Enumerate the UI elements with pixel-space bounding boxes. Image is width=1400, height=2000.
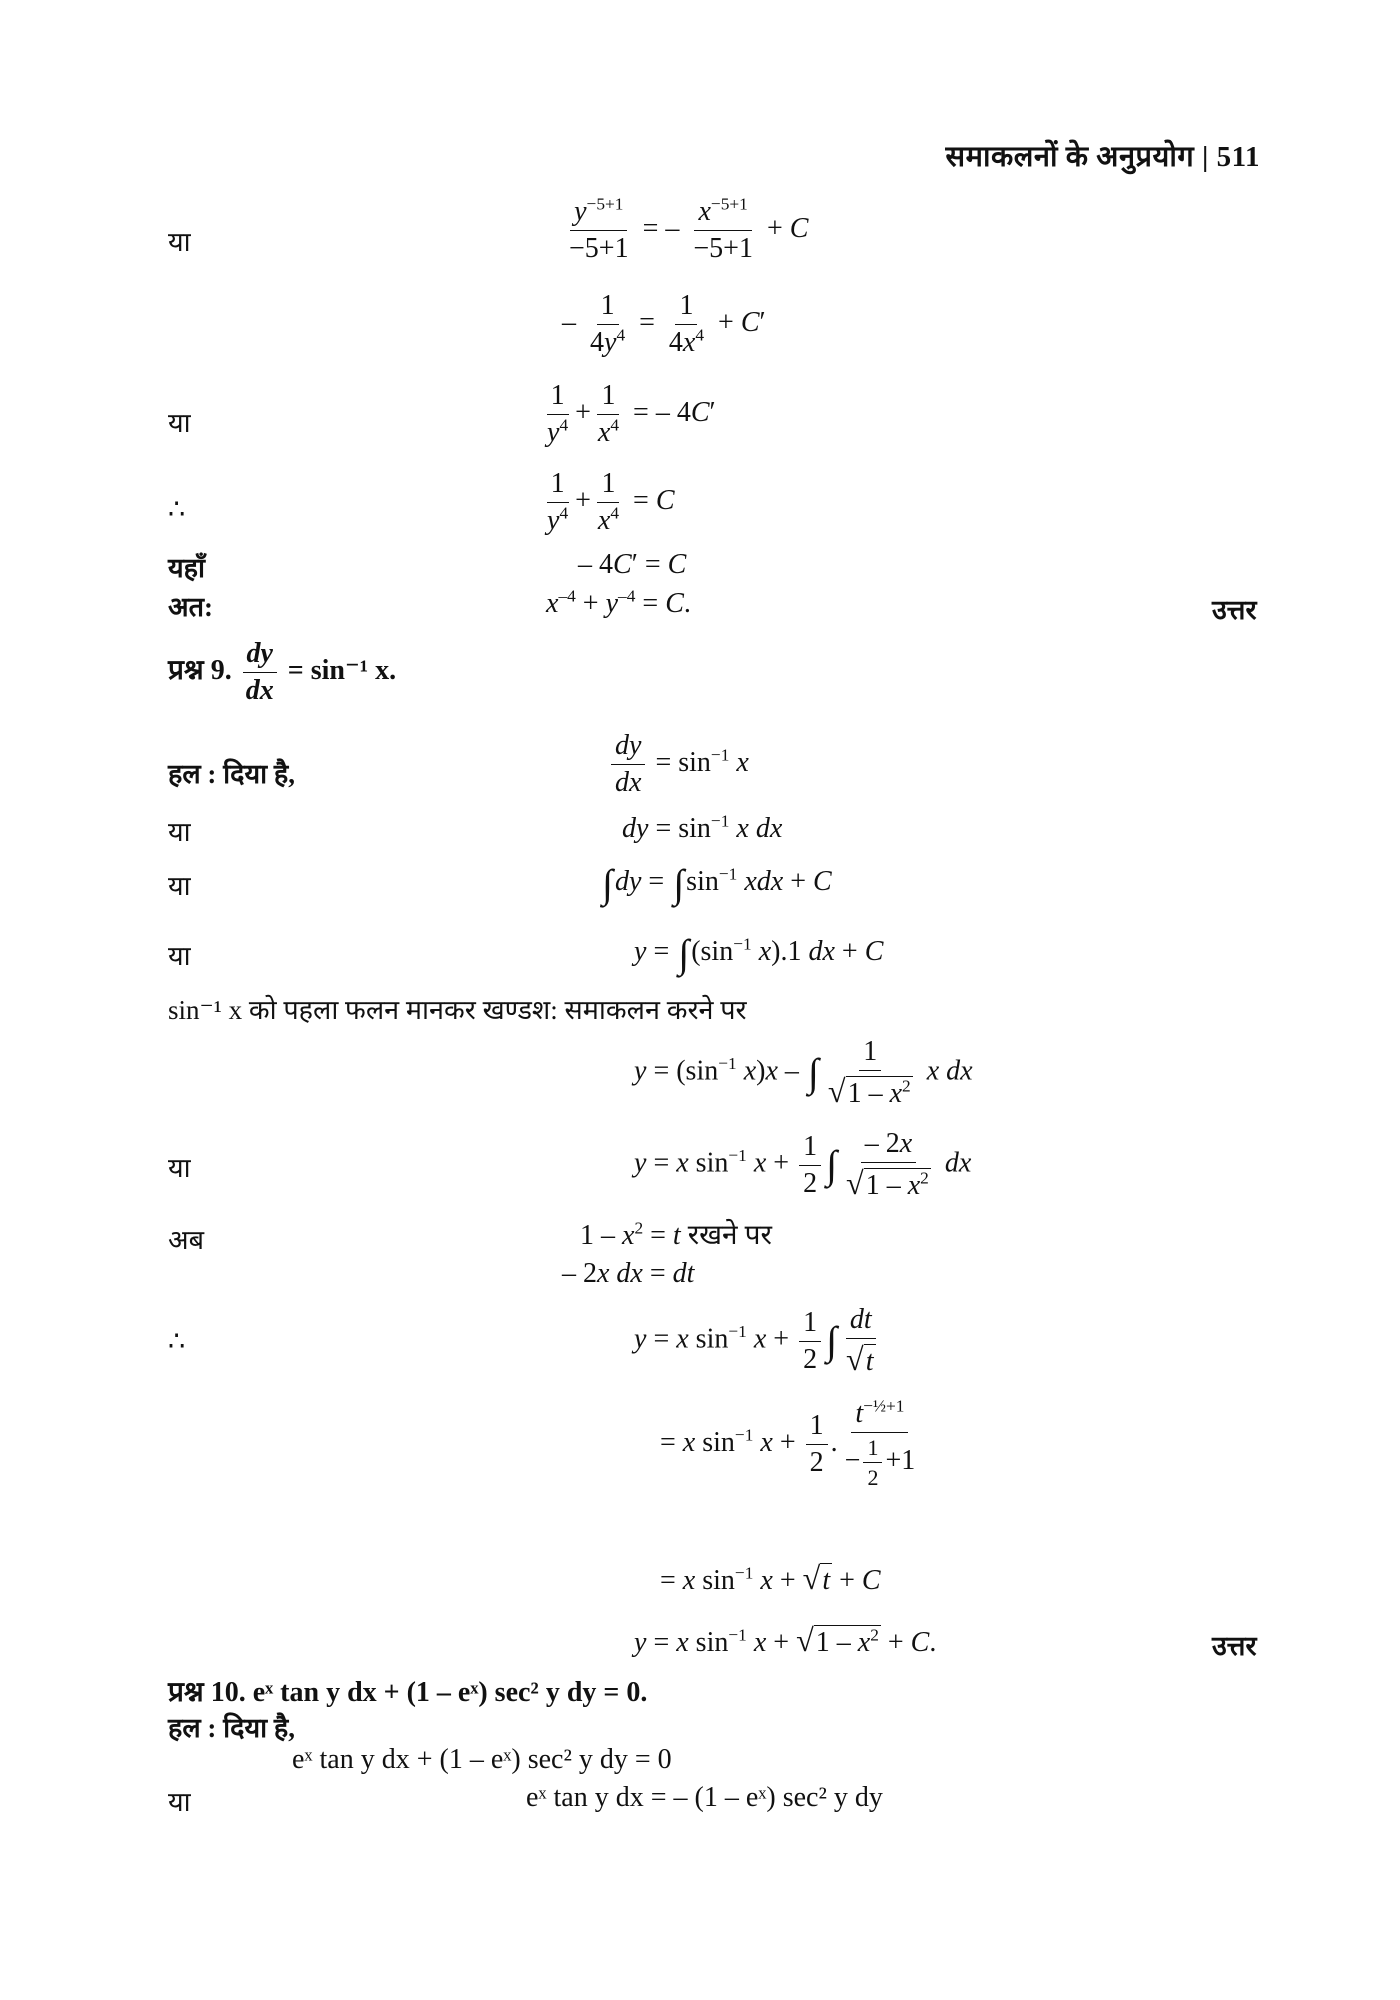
label-ya: या — [168, 1153, 191, 1183]
solution-10-step-1: eˣ tan y dx + (1 – eˣ) sec² y dy = 0 — [292, 1744, 672, 1775]
parts-note — [168, 990, 747, 1027]
equation-step-2: – $\frac{1}{4y^4}$ = $\frac{1}{4x^4}$ + C′ — [562, 290, 766, 359]
substitution-line-1: $1 - x^2 = t$ रखने पर — [580, 1218, 772, 1251]
label-ya: या — [168, 817, 191, 847]
solution-9-step-6: y = x $\sin^{-1} x$ + $\frac{1}{2}$ ∫ $\frac{- 2x}{√1 - x^2}$ dx — [634, 1128, 972, 1202]
label-therefore: ∴ — [168, 494, 186, 524]
label-yahan: यहाँ — [168, 553, 205, 583]
label-ya: या — [168, 941, 191, 971]
equation-step-6: $x^{-4} + y^{-4} = C$. — [546, 586, 691, 619]
solution-9-step-5: $y = (\sin^{-1}$ x)x – ∫ $\frac{1}{√1 - x^2}$ x dx — [634, 1036, 973, 1110]
substitution-note: रखने पर — [687, 1220, 772, 1251]
substitution-line-2: – 2x dx = dt — [562, 1258, 695, 1289]
solution-9-step-3: $\int dy = \int\sin^{-1}$ xdx + C — [602, 860, 832, 906]
solution-9-step-8: = x $\sin^{-1} x$ + $\frac{1}{2}$ . $t^{-\frac{1}{2}+1}$ − $\frac{1}{2}$ +1 — [660, 1396, 916, 1491]
question-10: प्रश्न 10. eˣ tan y dx + (1 – eˣ) sec² y dy = 0. — [168, 1677, 648, 1708]
solution-10-step-2-lhs: eˣ tan y dx — [526, 1782, 644, 1813]
solution-10-step-2-rhs: = – (1 – eˣ) sec² y dy — [650, 1782, 883, 1813]
equation-step-1: $\frac{y^{-5+1}}{-5+1}$ = – $\frac{x^{-5+1}}{-5+1}$ + C — [569, 194, 809, 265]
label-hal: हल : दिया है, — [168, 759, 295, 789]
question-9 — [168, 638, 396, 707]
label-atah: अत: — [168, 592, 214, 622]
solution-9-step-7: y = x $\sin^{-1} x$ + $\frac{1}{2}$ ∫ $\frac{dt}{√t}$ — [634, 1304, 883, 1378]
parts-note-text: sin⁻¹ x को पहला फलन मानकर खण्डश: समाकलन करने पर — [168, 995, 747, 1025]
page-header: समाकलनों के अनुप्रयोग | 511 — [945, 141, 1260, 173]
solution-10-step-2 — [526, 1784, 883, 1812]
solution-9-step-9: = x $\sin^{-1} x + √t + C$ — [660, 1560, 881, 1596]
answer-marker: उत्तर — [1212, 1631, 1257, 1661]
solution-9-step-2: dy = $\sin^{-1} x$ dx — [622, 811, 783, 844]
equation-step-4: $\frac{1}{y^4}$ + $\frac{1}{x^4}$ = C — [547, 468, 675, 537]
solution-9-step-10: y = x $\sin^{-1} x + √1 - x^2 + C$. — [634, 1622, 937, 1658]
answer-marker: उत्तर — [1212, 595, 1257, 625]
label-ya: या — [168, 1787, 191, 1817]
question-9-num: dy — [246, 638, 273, 669]
question-9-rhs: = sin⁻¹ x. — [287, 655, 397, 687]
label-ya: या — [168, 871, 191, 901]
question-9-den: dx — [245, 675, 274, 707]
label-therefore: ∴ — [168, 1326, 186, 1356]
label-ya: या — [168, 408, 191, 438]
solution-9-step-1: $\frac{dy}{dx}$ = $\sin^{-1} x$ — [608, 730, 749, 799]
question-9-prefix: प्रश्न 9. — [168, 655, 232, 687]
equation-step-5: – 4C′ = C — [578, 549, 687, 580]
label-hal: हल : दिया है, — [168, 1713, 295, 1743]
equation-step-3: $\frac{1}{y^4}$ + $\frac{1}{x^4}$ = – 4C′ — [547, 380, 716, 449]
label-ya: या — [168, 227, 191, 257]
label-ab: अब — [168, 1225, 205, 1255]
solution-9-step-4: $y = \int(\sin^{-1}$ x).1 dx + C — [634, 930, 884, 976]
